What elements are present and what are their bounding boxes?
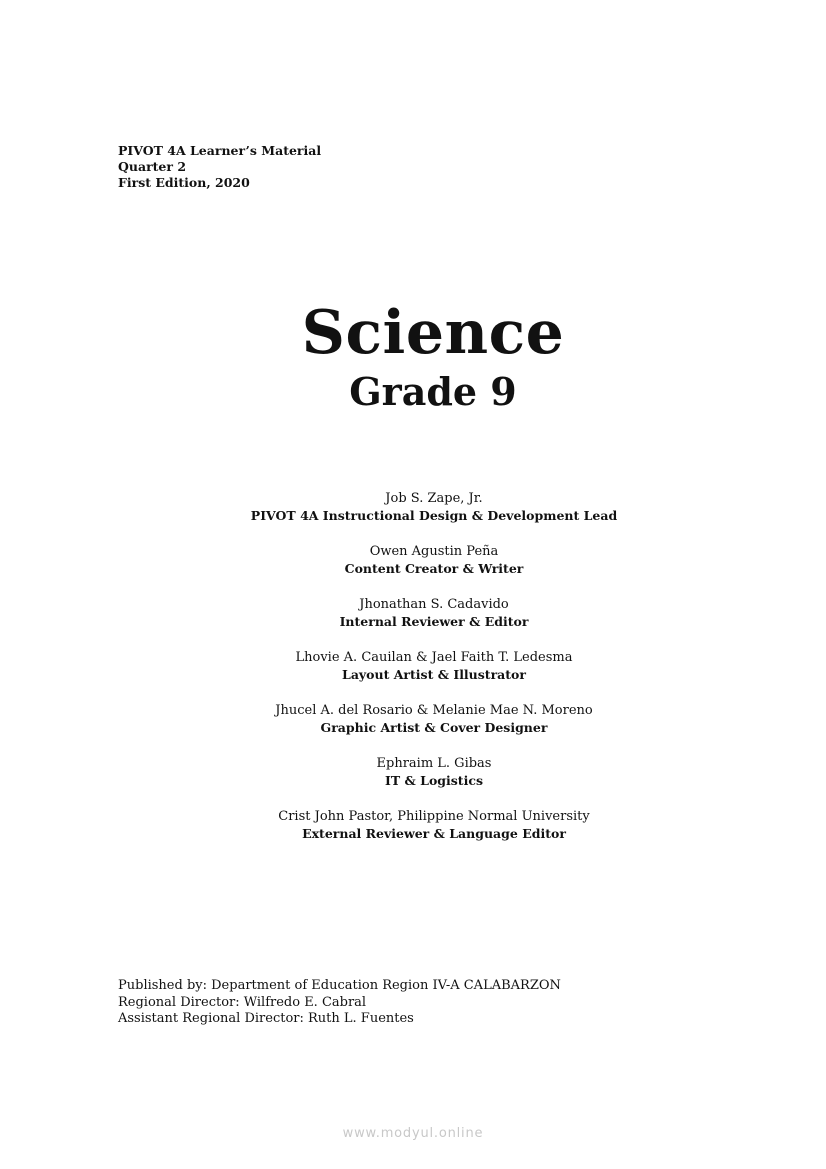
credit-name: Lhovie A. Cauilan & Jael Faith T. Ledesma	[295, 650, 573, 665]
credit-name: Ephraim L. Gibas	[376, 756, 492, 771]
edition-label: First Edition, 2020	[118, 175, 250, 190]
credit-role: IT & Logistics	[385, 773, 483, 788]
credit-name: Jhonathan S. Cadavido	[359, 597, 509, 612]
credit-role: Graphic Artist & Cover Designer	[320, 720, 548, 735]
credit-role: Internal Reviewer & Editor	[339, 614, 529, 629]
watermark: www.modyul.online	[342, 1126, 484, 1141]
credit-role: Content Creator & Writer	[344, 561, 524, 576]
material-title: PIVOT 4A Learner’s Material	[118, 143, 322, 158]
credit-name: Job S. Zape, Jr.	[385, 491, 483, 506]
credit-entry	[134, 543, 734, 577]
credit-name: Crist John Pastor, Philippine Normal University	[278, 809, 590, 824]
credit-entry	[134, 649, 734, 683]
credit-role: Layout Artist & Illustrator	[342, 667, 526, 682]
credits-list	[134, 490, 734, 861]
regional-director: Regional Director: Wilfredo E. Cabral	[118, 994, 367, 1010]
credit-entry	[134, 755, 734, 789]
credit-entry	[134, 702, 734, 736]
credit-entry	[134, 490, 734, 524]
credit-entry	[134, 596, 734, 630]
credit-role: External Reviewer & Language Editor	[302, 826, 566, 841]
credit-name: Jhucel A. del Rosario & Melanie Mae N. Moreno	[275, 703, 593, 718]
credit-entry	[134, 808, 734, 842]
quarter-label: Quarter 2	[118, 159, 187, 174]
grade-title: Grade 9	[349, 369, 517, 414]
published-by: Published by: Department of Education Region IV-A CALABARZON	[118, 978, 561, 993]
publisher-info	[118, 978, 561, 1028]
credit-role: PIVOT 4A Instructional Design & Development Lead	[250, 508, 618, 523]
assistant-regional-director: Assistant Regional Director: Ruth L. Fuentes	[118, 1011, 414, 1026]
credit-name: Owen Agustin Peña	[369, 544, 499, 559]
edition-info	[118, 143, 321, 191]
subject-title: Science	[301, 298, 565, 368]
